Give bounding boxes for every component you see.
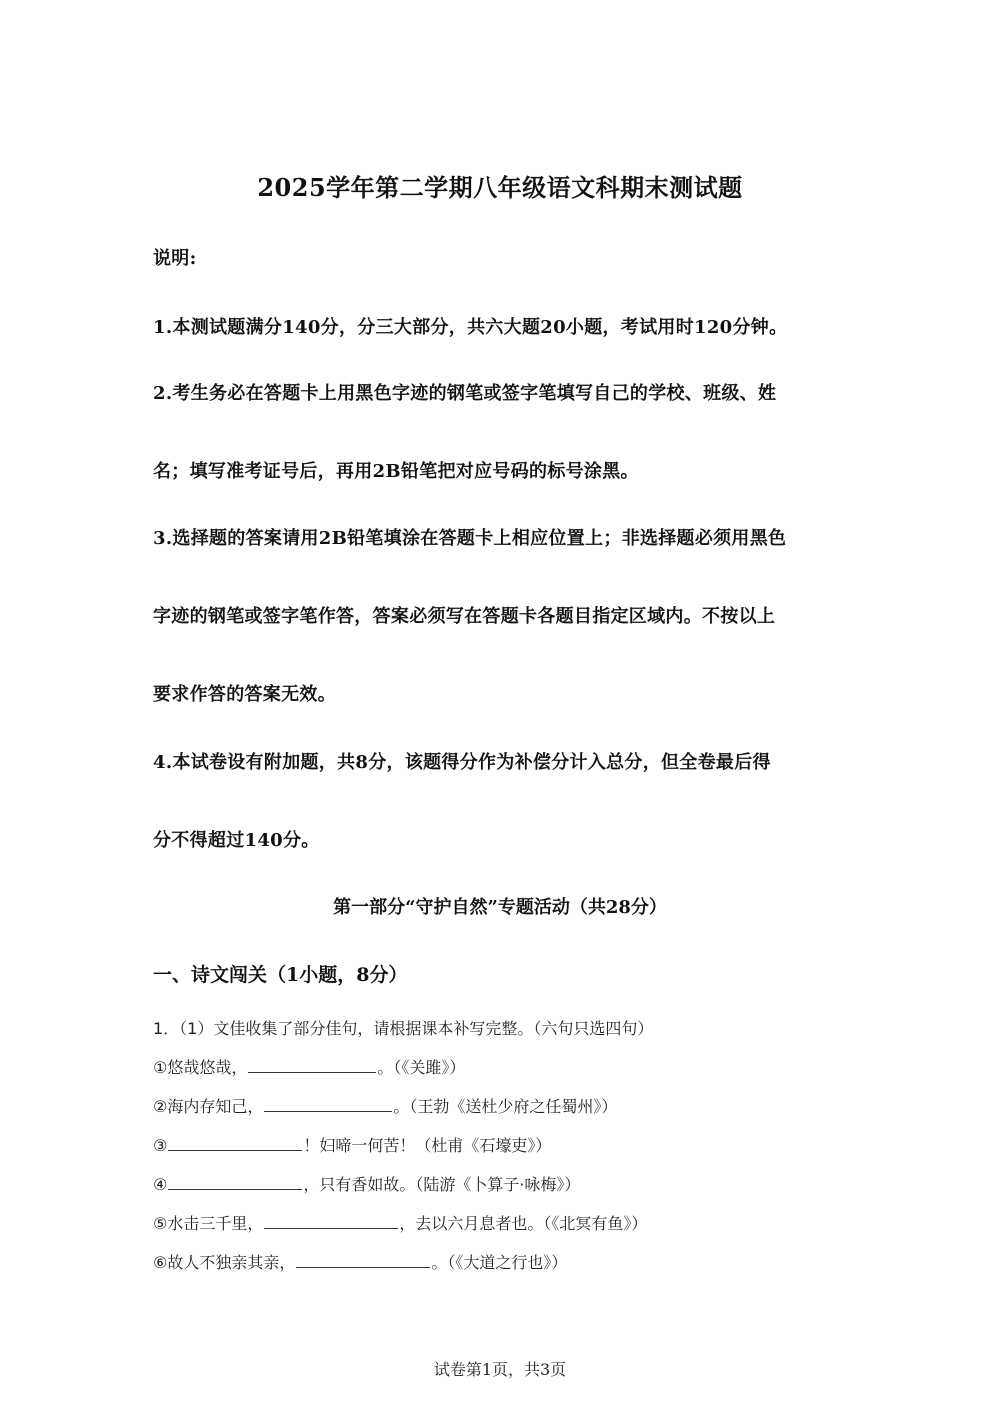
part-title: 一、诗文闯关（1小题，8分） bbox=[153, 964, 408, 986]
fill-item-prefix: ①悠哉悠哉， bbox=[153, 1058, 248, 1077]
instruction-line-4: 3.选择题的答案请用2B铅笔填涂在答题卡上相应位置上；非选择题必须用黑色 bbox=[153, 528, 787, 549]
answer-blank[interactable] bbox=[264, 1214, 398, 1229]
instruction-line-5: 字迹的钢笔或签字笔作答，答案必须写在答题卡各题目指定区域内。不按以上 bbox=[153, 606, 776, 627]
fill-item-6 bbox=[153, 1250, 567, 1273]
fill-item-suffix: 。（王勃《送杜少府之任蜀州》） bbox=[393, 1097, 618, 1116]
answer-blank[interactable] bbox=[296, 1253, 430, 1268]
fill-item-prefix: ②海内存知己， bbox=[153, 1097, 264, 1116]
fill-item-prefix: ③ bbox=[153, 1136, 168, 1155]
instruction-line-3: 名；填写准考证号后，再用2B铅笔把对应号码的标号涂黑。 bbox=[153, 461, 639, 482]
fill-item-suffix: ，只有香如故。（陆游《卜算子·咏梅》） bbox=[303, 1175, 581, 1194]
fill-item-suffix: ，去以六月息者也。（《北冥有鱼》） bbox=[399, 1214, 648, 1233]
instructions-heading: 说明: bbox=[153, 248, 197, 269]
fill-item-suffix: 。（《关雎》） bbox=[377, 1058, 466, 1077]
instruction-line-6: 要求作答的答案无效。 bbox=[153, 684, 336, 705]
answer-blank[interactable] bbox=[168, 1175, 302, 1190]
fill-item-3 bbox=[153, 1133, 551, 1156]
question-intro: 1．（1）文佳收集了部分佳句，请根据课本补写完整。（六句只选四句） bbox=[153, 1019, 654, 1038]
fill-item-prefix: ④ bbox=[153, 1175, 168, 1194]
fill-item-4 bbox=[153, 1172, 580, 1195]
page-footer: 试卷第1页，共3页 bbox=[433, 1360, 567, 1379]
fill-item-prefix: ⑤水击三千里， bbox=[153, 1214, 264, 1233]
instruction-line-7: 4.本试卷设有附加题，共8分，该题得分作为补偿分计入总分，但全卷最后得 bbox=[153, 752, 771, 773]
instruction-line-1: 1.本测试题满分140分，分三大部分，共六大题20小题，考试用时120分钟。 bbox=[153, 317, 788, 338]
answer-blank[interactable] bbox=[248, 1058, 376, 1073]
exam-title: 2025学年第二学期八年级语文科期末测试题 bbox=[257, 173, 743, 202]
instruction-line-2: 2.考生务必在答题卡上用黑色字迹的钢笔或签字笔填写自己的学校、班级、姓 bbox=[153, 383, 777, 404]
fill-item-2 bbox=[153, 1094, 617, 1117]
fill-item-prefix: ⑥故人不独亲其亲， bbox=[153, 1253, 296, 1272]
fill-item-suffix: ！妇啼一何苦！（杜甫《石壕吏》） bbox=[303, 1136, 552, 1155]
fill-item-5 bbox=[153, 1211, 647, 1234]
section-title: 第一部分“守护自然”专题活动（共28分） bbox=[333, 897, 667, 918]
instruction-line-8: 分不得超过140分。 bbox=[153, 830, 320, 851]
fill-item-1 bbox=[153, 1055, 465, 1078]
answer-blank[interactable] bbox=[264, 1097, 392, 1112]
fill-item-suffix: 。（《大道之行也》） bbox=[431, 1253, 568, 1272]
answer-blank[interactable] bbox=[168, 1136, 302, 1151]
